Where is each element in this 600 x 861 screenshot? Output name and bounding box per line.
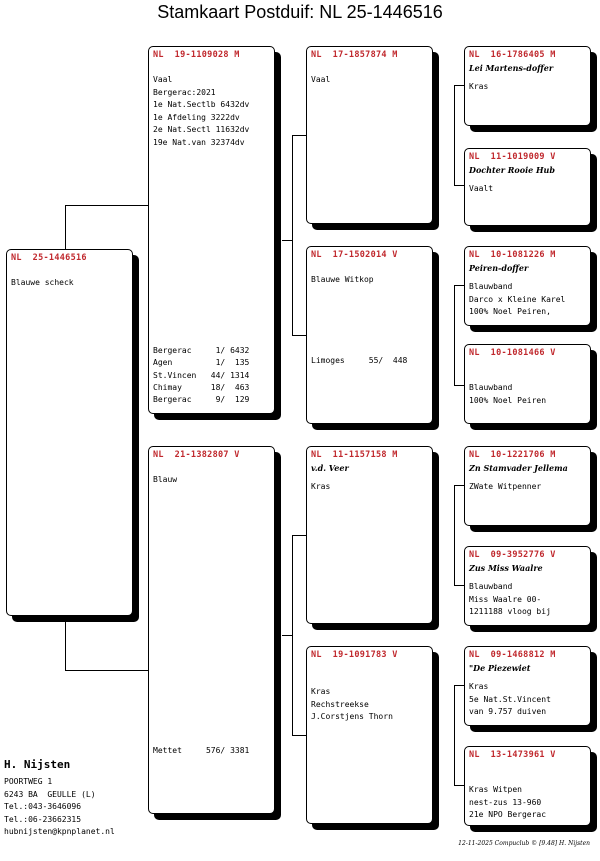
description-line: ZWate Witpenner xyxy=(469,482,542,491)
connector-line xyxy=(292,735,306,736)
ring-number: NL 11-1019009 V xyxy=(469,152,556,162)
ring-number: NL 10-1081226 M xyxy=(469,250,556,260)
description-line: 100% Noel Peiren, xyxy=(469,307,551,316)
connector-line xyxy=(454,185,464,186)
race-results xyxy=(311,355,407,367)
pigeon-card-dam-dam-dam xyxy=(464,746,591,826)
pigeon-card-dam-sire-dam xyxy=(464,546,591,626)
pigeon-card-sire-sire-dam xyxy=(464,148,591,226)
pigeon-card-dam-dam xyxy=(306,646,433,824)
connector-line xyxy=(454,485,455,585)
description-line: van 9.757 duiven xyxy=(469,707,547,716)
connector-line xyxy=(454,285,464,286)
footer-credit: 12-11-2025 Compuclub © [9.48] H. Nijsten xyxy=(458,840,590,847)
connector-line xyxy=(282,635,292,636)
description-line: Kras xyxy=(469,82,489,91)
description-line: 100% Noel Peiren xyxy=(469,395,547,405)
connector-line xyxy=(292,135,306,136)
description-line: nest-zus 13-960 xyxy=(469,797,542,807)
connector-line xyxy=(454,685,464,686)
pigeon-card-sire-sire xyxy=(306,46,433,224)
pigeon-name: Lei Martens-doffer xyxy=(469,63,554,73)
pigeon-card-sire-dam-sire xyxy=(464,246,591,326)
ring-number: NL 16-1786405 M xyxy=(469,50,556,60)
connector-line xyxy=(454,385,464,386)
description-line: Vaal xyxy=(153,75,173,84)
pigeon-name: v.d. Veer xyxy=(311,463,349,473)
description-line: Kras Witpen xyxy=(469,785,522,794)
pigeon-card-sire-dam xyxy=(306,246,433,424)
pigeon-card-sire-dam-dam xyxy=(464,344,591,424)
connector-line xyxy=(454,585,464,586)
ring-number: NL 09-1468812 M xyxy=(469,650,556,660)
ring-number: NL 10-1081466 V xyxy=(469,348,556,358)
race-result: St.Vincen 44/ 1314 xyxy=(153,370,250,380)
ring-number: NL 13-1473961 V xyxy=(469,750,556,760)
ring-number: NL 19-1091783 V xyxy=(311,650,398,660)
race-results xyxy=(153,745,249,757)
ring-number: NL 17-1502014 V xyxy=(311,250,398,260)
connector-line xyxy=(292,535,293,735)
connector-line xyxy=(454,285,455,385)
description-line: Rechstreekse xyxy=(311,699,369,709)
owner-phone: Tel.:06-23662315 xyxy=(4,814,82,824)
description-line: Blauwband xyxy=(469,582,513,591)
description-line: Vaalt xyxy=(469,184,494,193)
race-results xyxy=(153,345,249,406)
pigeon-name: Zn Stamvader Jellema xyxy=(469,463,568,473)
ring-number: NL 21-1382807 V xyxy=(153,450,240,460)
description-line: 21e NPO Bergerac xyxy=(469,810,547,819)
ring-number: NL 11-1157158 M xyxy=(311,450,398,460)
description-line: Miss Waalre 00- xyxy=(469,594,542,604)
description-line: Blauwband xyxy=(469,282,513,291)
page-title: Stamkaart Postduif: NL 25-1446516 xyxy=(157,2,443,22)
ring-number: NL 19-1109028 M xyxy=(153,50,240,60)
owner-address-line: POORTWEG 1 xyxy=(4,777,53,786)
description-line: Blauwband xyxy=(469,383,513,392)
description-line: J.Corstjens Thorn xyxy=(311,712,393,721)
connector-line xyxy=(454,85,464,86)
race-result: Agen 1/ 135 xyxy=(153,358,250,368)
connector-line xyxy=(454,685,455,785)
description-line: 1e Nat.Sectlb 6432dv xyxy=(153,100,250,109)
pigeon-name: Zus Miss Waalre xyxy=(469,563,543,573)
pigeon-card-dam xyxy=(148,446,275,814)
ring-number: NL 25-1446516 xyxy=(11,253,87,263)
connector-line xyxy=(65,670,149,671)
race-result: Mettet 576/ 3381 xyxy=(153,746,250,755)
connector-line xyxy=(292,535,306,536)
description-line: Kras xyxy=(311,482,331,491)
connector-line xyxy=(292,135,293,335)
pigeon-card-dam-dam-sire xyxy=(464,646,591,726)
pigeon-card-dam-sire xyxy=(306,446,433,624)
race-result: Limoges 55/ 448 xyxy=(311,356,408,365)
owner-name: H. Nijsten xyxy=(4,758,71,771)
pigeon-card-sire-sire-sire xyxy=(464,46,591,126)
owner-address-line: 6243 BA GEULLE (L) xyxy=(4,789,96,799)
connector-line xyxy=(454,485,464,486)
ring-number: NL 10-1221706 M xyxy=(469,450,556,460)
description-line: Kras xyxy=(311,687,331,696)
race-result: Bergerac 1/ 6432 xyxy=(153,346,250,355)
description-line: 5e Nat.St.Vincent xyxy=(469,694,551,704)
connector-line xyxy=(65,205,149,206)
pigeon-card-dam-sire-sire xyxy=(464,446,591,526)
description-line: Kras xyxy=(469,682,489,691)
pigeon-name: Dochter Rooie Hub xyxy=(469,165,555,175)
owner-email: hubnijsten@kpnplanet.nl xyxy=(4,827,115,836)
description-line: Darco x Kleine Karel xyxy=(469,294,566,304)
ring-number: NL 17-1857874 M xyxy=(311,50,398,60)
description-line: 2e Nat.Sectl 11632dv xyxy=(153,125,250,134)
owner-info xyxy=(4,758,115,839)
description-line: 19e Nat.van 32374dv xyxy=(153,137,245,147)
owner-phone: Tel.:043-3646096 xyxy=(4,802,82,811)
description-line: Bergerac:2021 xyxy=(153,87,216,97)
connector-line xyxy=(292,335,306,336)
description-line: 1211188 vloog bij xyxy=(469,607,551,616)
description-line: Vaal xyxy=(311,75,331,84)
pigeon-name: Peiren-doffer xyxy=(469,263,529,273)
description-line: Blauw xyxy=(153,475,178,484)
connector-line xyxy=(454,785,464,786)
race-result: Bergerac 9/ 129 xyxy=(153,395,250,405)
description-line: Blauwe Witkop xyxy=(311,275,374,284)
connector-line xyxy=(282,240,292,241)
pigeon-card-sire xyxy=(148,46,275,414)
race-result: Chimay 18/ 463 xyxy=(153,382,250,392)
pigeon-card-subject xyxy=(6,249,133,616)
ring-number: NL 09-3952776 V xyxy=(469,550,556,560)
connector-line xyxy=(454,85,455,185)
description-line: 1e Afdeling 3222dv xyxy=(153,112,240,122)
pigeon-name: "De Piezewiet xyxy=(469,663,531,673)
description-line: Blauwe scheck xyxy=(11,278,74,287)
